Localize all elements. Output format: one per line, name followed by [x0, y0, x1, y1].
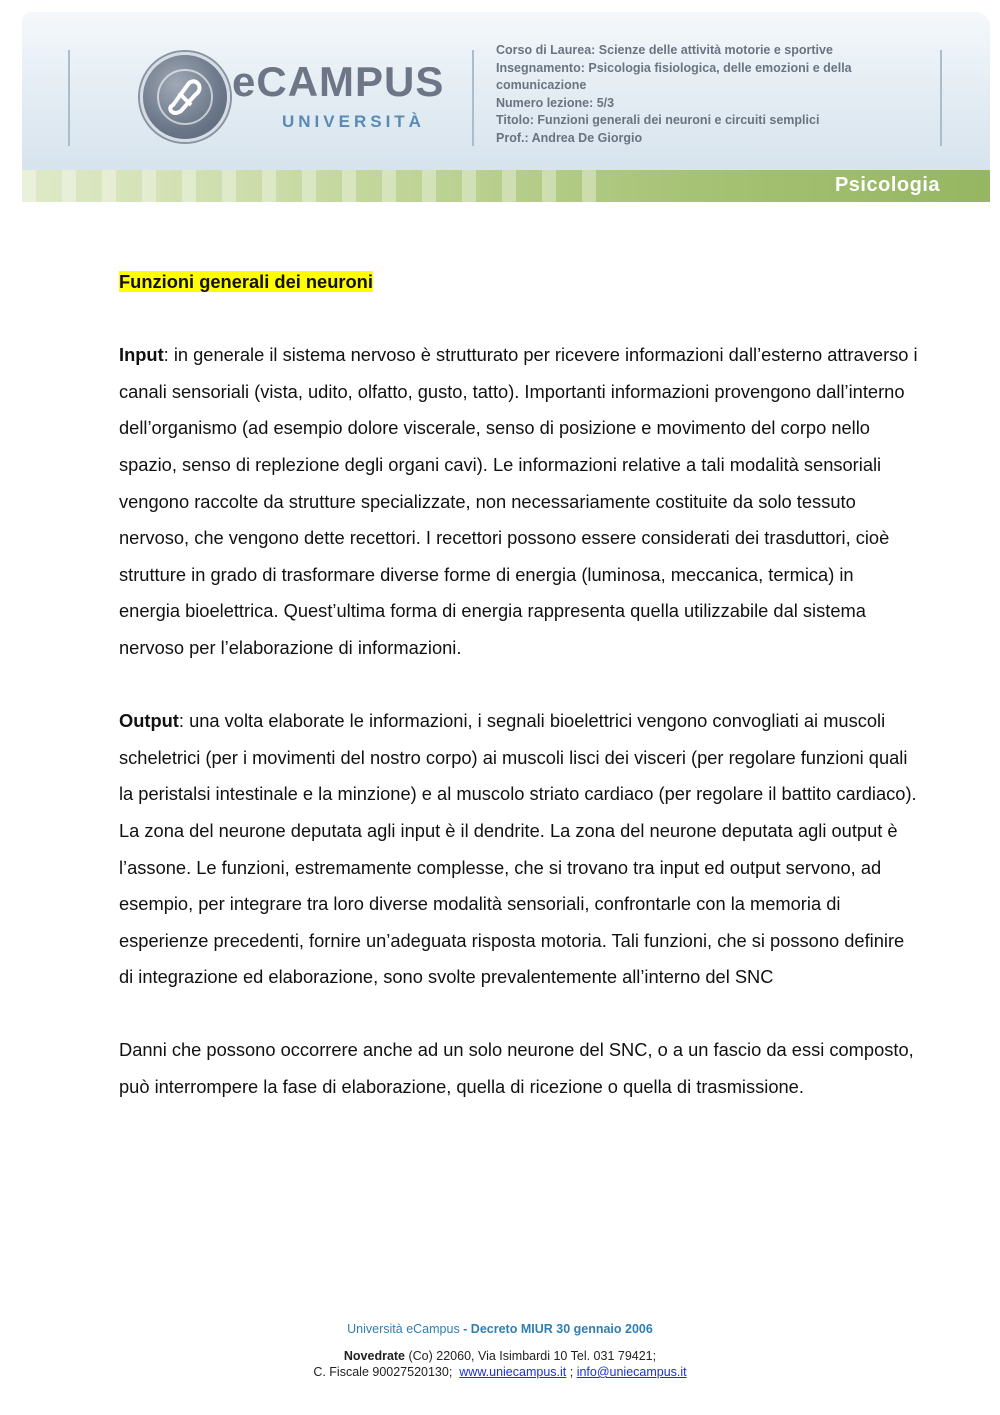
course-line: Corso di Laurea: Scienze delle attività motorie e sportive: [496, 43, 833, 57]
page-footer: [0, 1322, 1000, 1380]
damage-paragraph: Danni che possono occorrere anche ad un solo neurone del SNC, o a un fascio da essi composto, può interrompere la fase di elaborazione, quella di ricezione o quella di trasmissione.: [119, 1039, 914, 1098]
footer-contacts: C. Fiscale 90027520130; www.uniecampus.it ; info@uniecampus.it: [313, 1365, 687, 1379]
section-title-row: [119, 264, 919, 301]
section-title: Funzioni generali dei neuroni: [119, 271, 373, 292]
footer-university: Università eCampus - Decreto MIUR 30 gennaio 2006: [347, 1322, 653, 1336]
footer-address: Novedrate (Co) 22060, Via Isimbardi 10 Tel. 031 79421;: [343, 1349, 657, 1363]
footer-fiscal: C. Fiscale 90027520130;: [313, 1365, 453, 1379]
input-label: Input: [119, 344, 164, 366]
divider: [940, 50, 942, 146]
output-paragraph: [119, 703, 919, 813]
header-banner: [22, 12, 990, 202]
website-link[interactable]: www.uniecampus.it: [459, 1365, 567, 1379]
subject-label: Psicologia: [834, 174, 940, 196]
course-line: Numero lezione: 5/3: [496, 95, 615, 110]
course-line: comunicazione: [496, 78, 587, 92]
course-line: Prof.: Andrea De Giorgio: [496, 130, 643, 145]
input-paragraph: [119, 337, 919, 666]
divider: [472, 50, 474, 146]
footer-city: Novedrate: [343, 1349, 406, 1363]
dendrite-paragraph: La zona del neurone deputata agli input è il dendrite. La zona del neurone deputata agli output è l’assone. Le funzioni, estremamente complesse, che si trovano tra input ed output servono, ad esempio, per integrare tra loro diverse modalità sensoriali, confrontarle con la memoria di esperienze precedenti, fornire un’adeguata risposta motoria. Tali funzioni, che si possono definire di integrazione ed elaborazione, sono svolte prevalentemente all’interno del SNC: [119, 819, 905, 988]
logo-wordmark: eCAMPUS: [232, 58, 445, 105]
logo-emblem-icon: [140, 52, 230, 142]
output-label: Output: [119, 710, 179, 732]
subject-bar: [22, 170, 990, 202]
decorative-stripes: [22, 170, 603, 202]
footer-decree: - Decreto MIUR 30 gennaio 2006: [459, 1322, 653, 1336]
divider: [68, 50, 70, 146]
ecampus-logo[interactable]: [140, 50, 445, 150]
course-info: [496, 42, 916, 147]
email-link[interactable]: info@uniecampus.it: [576, 1365, 687, 1379]
input-text: : in generale il sistema nervoso è strutturato per ricevere informazioni dall’esterno attraverso i canali sensoriali (vista, udito, olfatto, gusto, tatto). Importanti informazioni provengono dall’interno dell’organismo (ad esempio dolore viscerale, senso di posizione e movimento del corpo nello spazio, senso di replezione degli organi cavi). Le informazioni relative a tali modalità sensoriali vengono raccolte da strutture specializzate, non necessariamente costituite da solo tessuto nervoso, che vengono dette recettori. I recettori possono essere considerati dei trasduttori, cioè strutture in grado di trasformare diverse forme di energia (luminosa, meccanica, termica) in energia bioelettrica. Quest’ultima forma di energia rappresenta quella utilizzabile dal sistema nervoso per l’elaborazione di informazioni.: [119, 344, 918, 658]
logo-subtitle: UNIVERSITÀ: [282, 112, 425, 131]
document-body: [119, 264, 919, 1106]
course-line: Titolo: Funzioni generali dei neuroni e circuiti semplici: [496, 113, 820, 127]
output-text: : una volta elaborate le informazioni, i segnali bioelettrici vengono convogliati ai muscoli scheletrici (per i movimenti del nostro corpo) ai muscoli lisci dei visceri (per regolare funzioni quali la peristalsi intestinale e la minzione) e al muscolo striato cardiaco (per regolare il battito cardiaco).: [119, 710, 917, 805]
course-line: Insegnamento: Psicologia fisiologica, delle emozioni e della: [496, 60, 852, 75]
